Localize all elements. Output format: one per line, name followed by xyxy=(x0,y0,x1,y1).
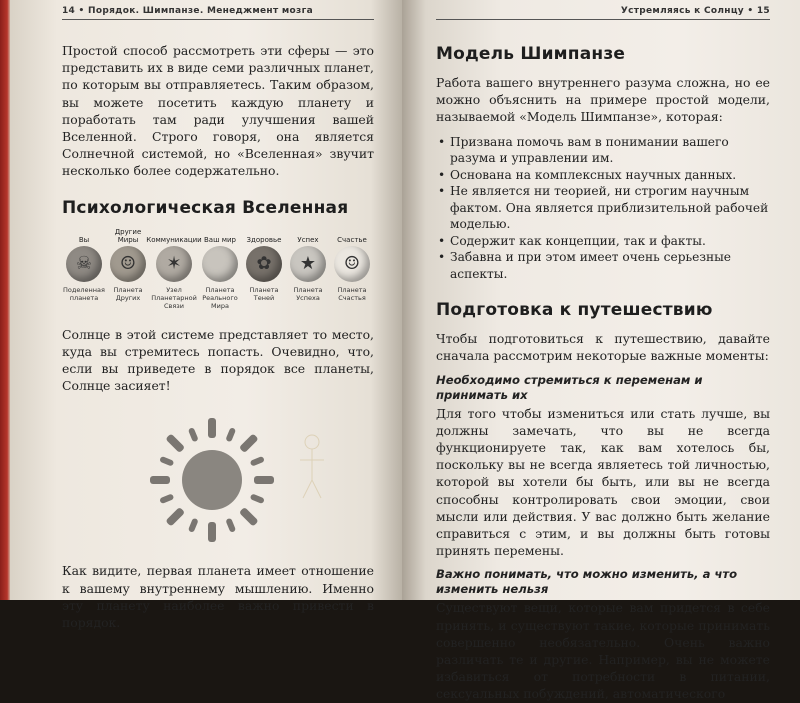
planet-bottom-label: Планета Других xyxy=(113,285,143,302)
planet-bottom-label: Планета Реального Мира xyxy=(202,285,238,310)
planet-bottom-label: Поделенная планета xyxy=(63,285,105,302)
planet-bottom-label: Планета Счастья xyxy=(337,285,367,302)
planet-item xyxy=(62,228,106,310)
accept-paragraph: Существуют вещи, которые вам придется в себе принять, и существуют такие, которые принимать совершенно необязательно. Очень важно различать те и другие. Например, вы не можете избавиться от потребности в питании, сексуальных побуждений, автоматического xyxy=(436,600,770,702)
left-heading: Психологическая Вселенная xyxy=(62,197,349,218)
planet-item xyxy=(330,228,374,310)
change-subheading: Необходимо стремиться к переменам и принимать их xyxy=(436,372,703,402)
sun-illustration xyxy=(62,402,374,552)
planet-item xyxy=(242,228,286,310)
planet-skull-icon xyxy=(66,246,102,282)
list-item: • Основана на комплексных научных данных. xyxy=(436,167,770,184)
planet-bottom-label: Узел Планетарной Связи xyxy=(151,285,197,310)
chimp-model-heading: Модель Шимпанзе xyxy=(436,44,626,64)
planet-top-label: Здоровье xyxy=(246,235,282,244)
chimp-bullet-list xyxy=(436,134,770,283)
planet-bottom-label: Планета Успеха xyxy=(293,285,323,302)
planet-earth-icon xyxy=(202,246,238,282)
left-closing-paragraph: Как видите, первая планета имеет отношение к вашему внутреннему мышлению. Именно эту планету наиболее важно привести в порядок. xyxy=(62,563,374,631)
right-page xyxy=(402,0,800,702)
planet-bottom-label: Планета Теней xyxy=(249,285,279,302)
planet-icon-glyph: ★ xyxy=(299,253,317,275)
planet-network-icon xyxy=(156,246,192,282)
planet-top-label: Ваш мир xyxy=(204,235,236,244)
planet-star-icon xyxy=(290,246,326,282)
planet-smiley-icon xyxy=(334,246,370,282)
planet-flower-icon xyxy=(246,246,282,282)
right-running-head: Устремляясь к Солнцу • 15 xyxy=(436,0,770,20)
planet-icon-glyph: ✶ xyxy=(166,253,182,275)
planet-icon-glyph: ☺ xyxy=(343,253,361,275)
change-paragraph: Для того чтобы измениться или стать лучше, вы должны замечать, что вы не всегда функционируете так, как вам хотелось бы, поскольку вы не всегда являетесь той личностью, которой вы хотели бы быть, или вы не всегда способны контролировать свои эмоции, свои мысли или действия. У вас должно быть желание справиться с этим, и вы должны быть готовы принять перемены. xyxy=(436,405,770,559)
left-sun-paragraph: Солнце в этой системе представляет то место, куда вы стремитесь попасть. Очевидно, что, если вы приведете в порядок все планеты, Солнце засияет! xyxy=(62,326,374,394)
planet-item xyxy=(286,228,330,310)
planet-top-label: Вы xyxy=(78,235,90,244)
accept-subheading: Важно понимать, что можно изменить, а что изменить нельзя xyxy=(436,567,738,597)
left-running-head: 14 • Порядок. Шимпанзе. Менеджмент мозга xyxy=(62,0,374,20)
planet-item xyxy=(106,228,150,310)
planet-item xyxy=(146,228,202,310)
planet-faces-icon xyxy=(110,246,146,282)
book-spread xyxy=(10,0,800,702)
planet-icon-glyph: ☠ xyxy=(75,253,93,275)
journey-intro-paragraph: Чтобы подготовиться к путешествию, давайте сначала рассмотрим некоторые важные моменты: xyxy=(436,331,770,364)
planet-top-label: Другие Миры xyxy=(114,227,142,244)
list-item: • Содержит как концепции, так и факты. xyxy=(436,233,770,250)
left-intro-paragraph: Простой способ рассмотреть эти сферы — это представить их в виде семи различных планет, по которым вы отправляетесь. Таким образом, вы можете посетить каждую планету и поработать там ради улучшения вашей Вселенной. Строго говоря, она является Солнечной системой, но «Вселенная» звучит несколько более содержательно. xyxy=(62,43,374,179)
left-page xyxy=(10,0,402,631)
planet-item xyxy=(198,228,242,310)
list-item: • Забавна и при этом имеет очень серьезные аспекты. xyxy=(436,249,770,282)
sun-icon xyxy=(62,402,374,552)
planet-top-label: Счастье xyxy=(337,235,367,244)
list-item: • Призвана помочь вам в понимании вашего разума и управлении им. xyxy=(436,134,770,167)
chimp-intro-paragraph: Работа вашего внутреннего разума сложна, но ее можно объяснить на примере простой модели, называемой «Модель Шимпанзе», которая: xyxy=(436,75,770,125)
planet-icon-glyph: ☺ xyxy=(119,253,137,275)
planet-top-label: Коммуникации xyxy=(146,235,202,244)
planet-row xyxy=(62,228,374,310)
list-item: • Не является ни теорией, ни строгим научным фактом. Она является приблизительной рабочей моделью. xyxy=(436,183,770,233)
journey-heading: Подготовка к путешествию xyxy=(436,300,713,321)
planet-top-label: Успех xyxy=(297,235,319,244)
planet-icon-glyph: ✿ xyxy=(256,253,272,275)
